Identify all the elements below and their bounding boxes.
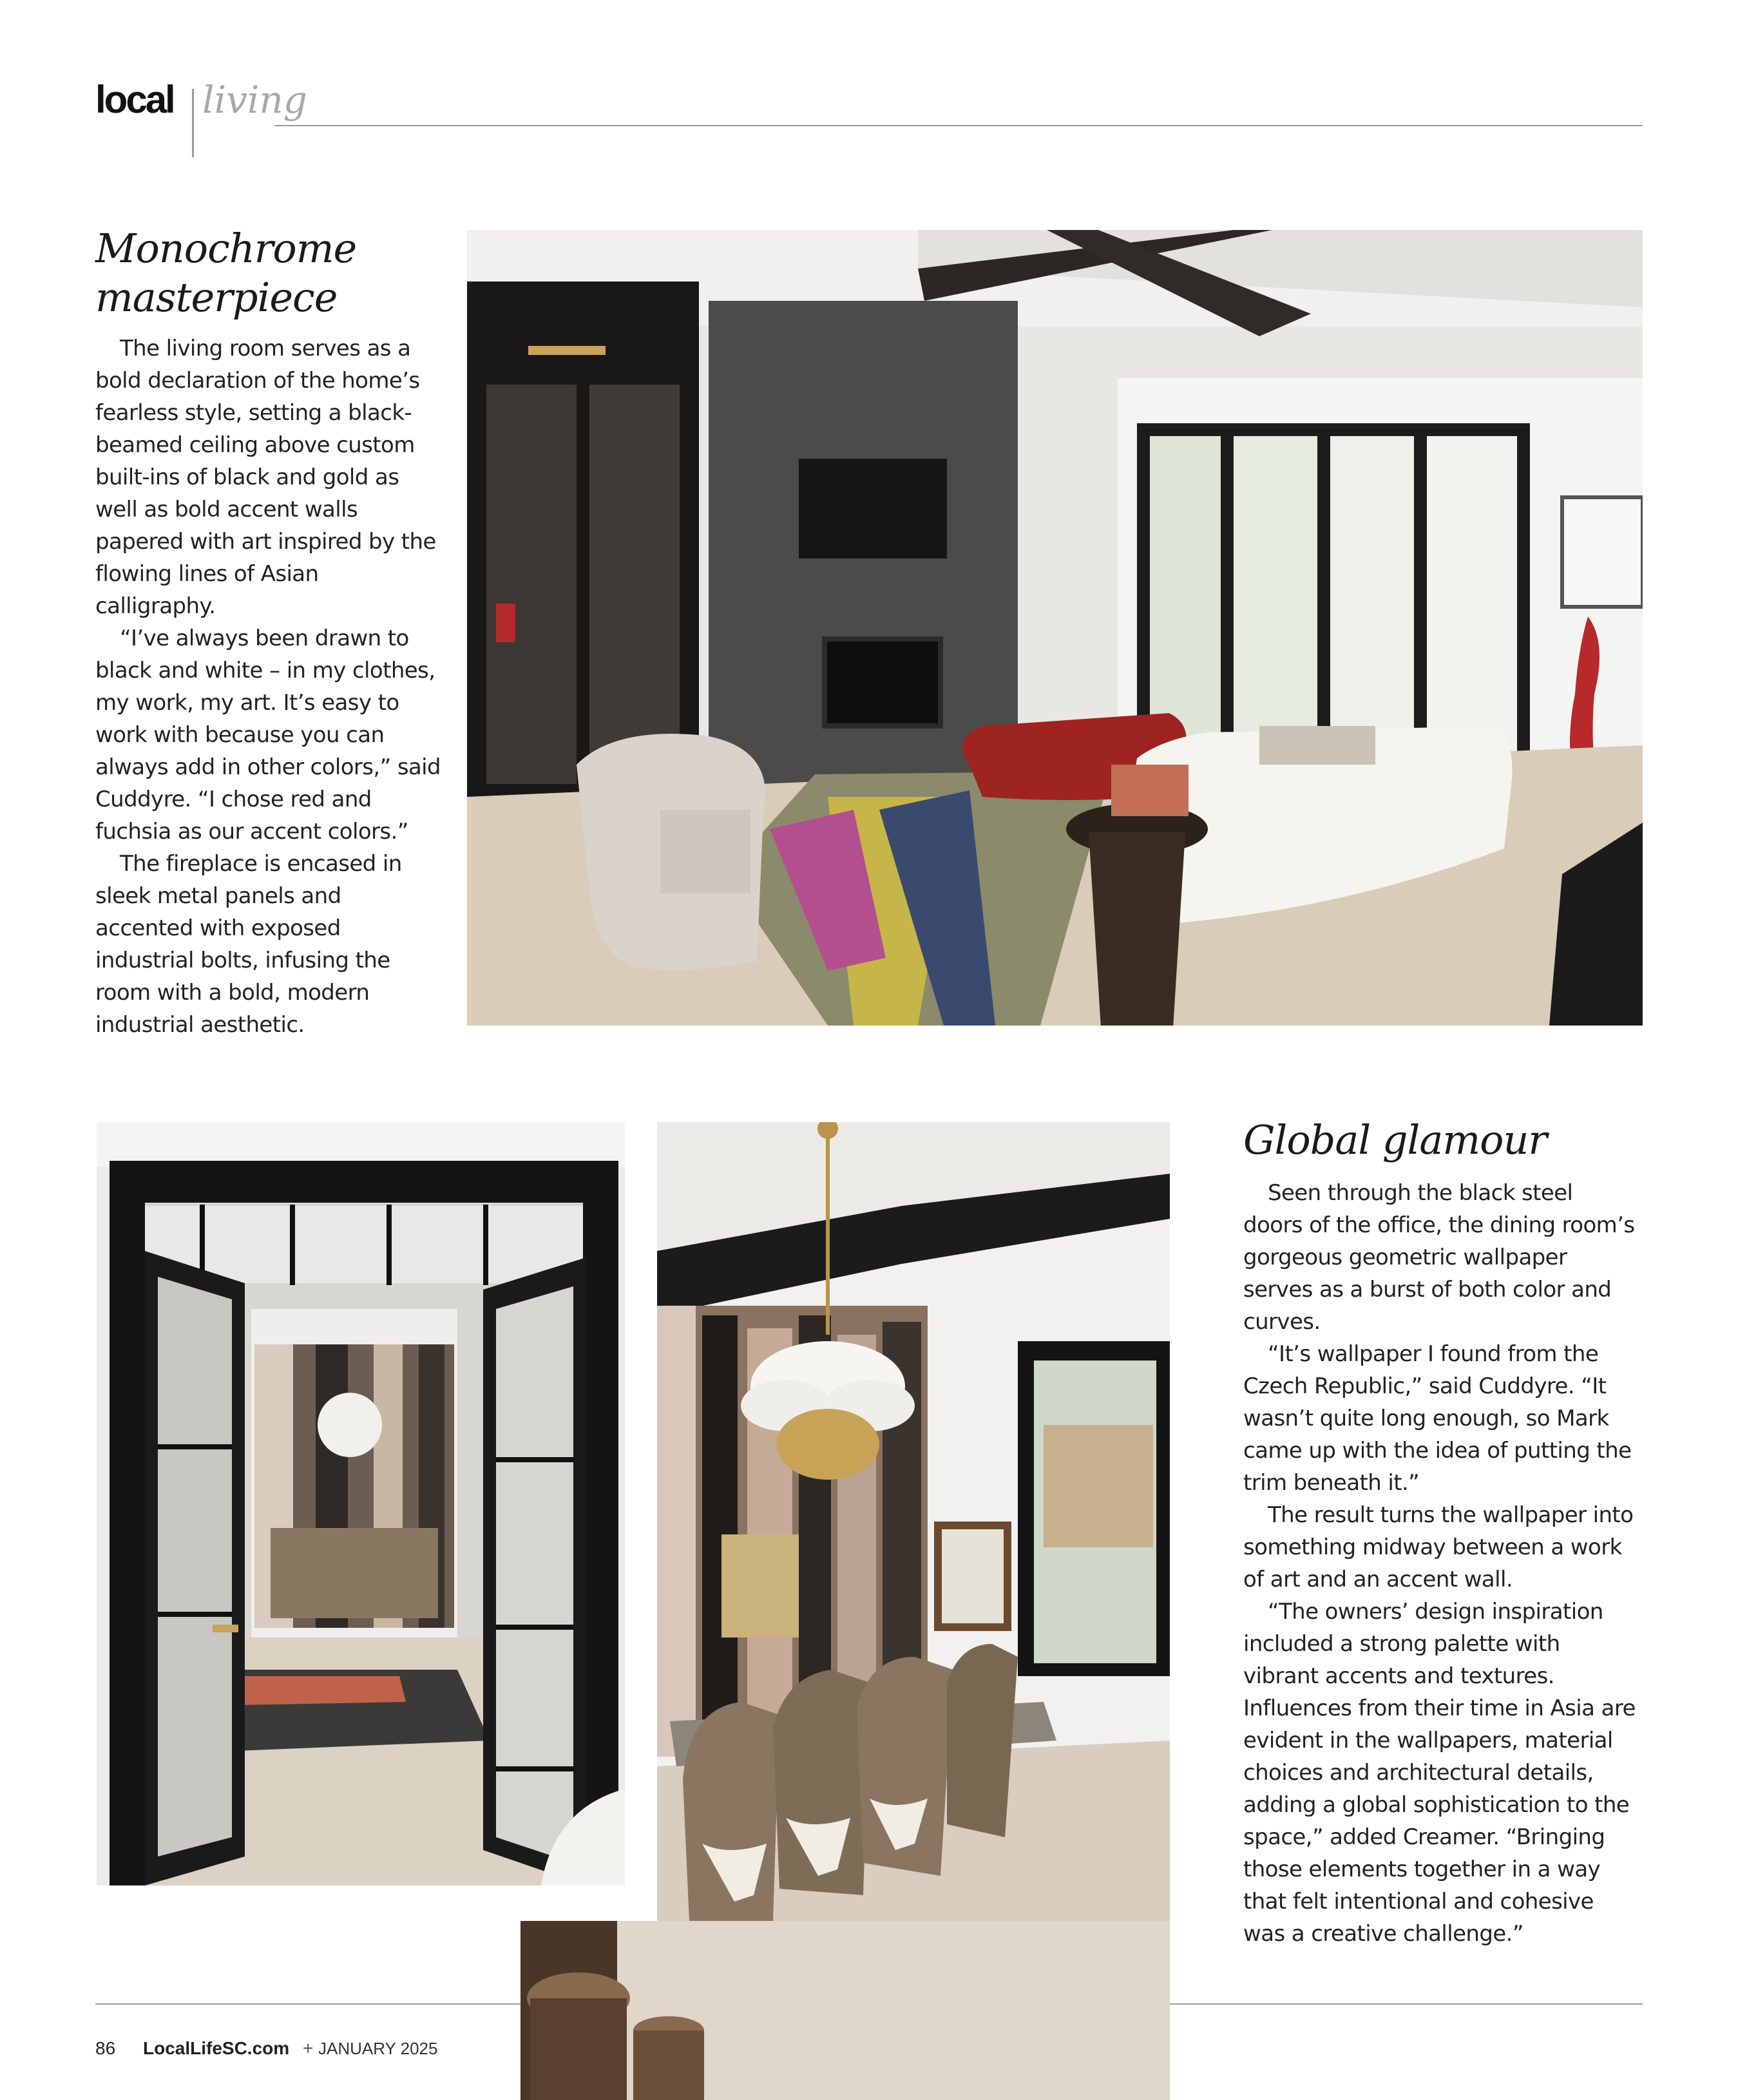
title-line-1: Monochrome <box>95 225 357 272</box>
footer-rule-right <box>1170 2003 1643 2005</box>
living-room-photo <box>467 230 1643 1026</box>
site-link[interactable]: LocalLifeSC.com <box>143 2038 290 2058</box>
brand-logo: local <box>95 78 174 121</box>
body-paragraph: The result turns the wallpaper into something midway between a work of art and an accent wall. <box>1243 1502 1634 1592</box>
article-title-global-glamour: Global glamour <box>1243 1116 1547 1163</box>
body-paragraph: “The owners’ design inspiration included a strong palette with vibrant accents and textures. Influences from their time in Asia are evident in the wallpapers, material choices and architectural details, adding a global sophistication to the space,” added Creamer. “Bringing those elements together in a way that felt intentional and cohesive was a creative challenge.” <box>1243 1599 1636 1947</box>
issue-date: JANUARY 2025 <box>318 2039 438 2058</box>
footer-rule-left <box>95 2003 520 2005</box>
body-paragraph: “I’ve always been drawn to black and white – in my clothes, my work, my art. It’s easy to work with because you can always add in other colors,” said Cuddyre. “I chose red and fuchsia as our accent colors.” <box>95 625 441 845</box>
body-paragraph: “It’s wallpaper I found from the Czech Republic,” said Cuddyre. “It wasn’t quite long enough, so Mark came up with the idea of putting the trim beneath it.” <box>1243 1341 1632 1496</box>
page-number: 86 <box>95 2038 116 2058</box>
footer-separator: + <box>303 2038 314 2058</box>
body-paragraph: The living room serves as a bold declaration of the home’s fearless style, setting a black-beamed ceiling above custom built-ins of black and gold as well as bold accent walls papered with art inspired by the flowing lines of Asian calligraphy. <box>95 336 436 619</box>
office-doors-photo <box>97 1122 625 1885</box>
section-label: living <box>202 78 307 122</box>
title-line-2: masterpiece <box>95 274 338 321</box>
header-divider <box>192 89 194 157</box>
body-paragraph: Seen through the black steel doors of the office, the dining room’s gorgeous geometric wallpaper serves as a burst of both color and curves. <box>1243 1180 1635 1335</box>
article-title-monochrome <box>95 224 456 322</box>
dining-room-photo <box>657 1122 1170 1921</box>
drums-photo <box>520 1921 1170 2100</box>
body-paragraph: The fireplace is encased in sleek metal panels and accented with exposed industrial bolts, infusing the room with a bold, modern industrial aesthetic. <box>95 851 402 1038</box>
article-body-global-glamour <box>1243 1177 1636 1950</box>
header-rule <box>274 125 1643 126</box>
article-body-monochrome <box>95 332 443 1041</box>
